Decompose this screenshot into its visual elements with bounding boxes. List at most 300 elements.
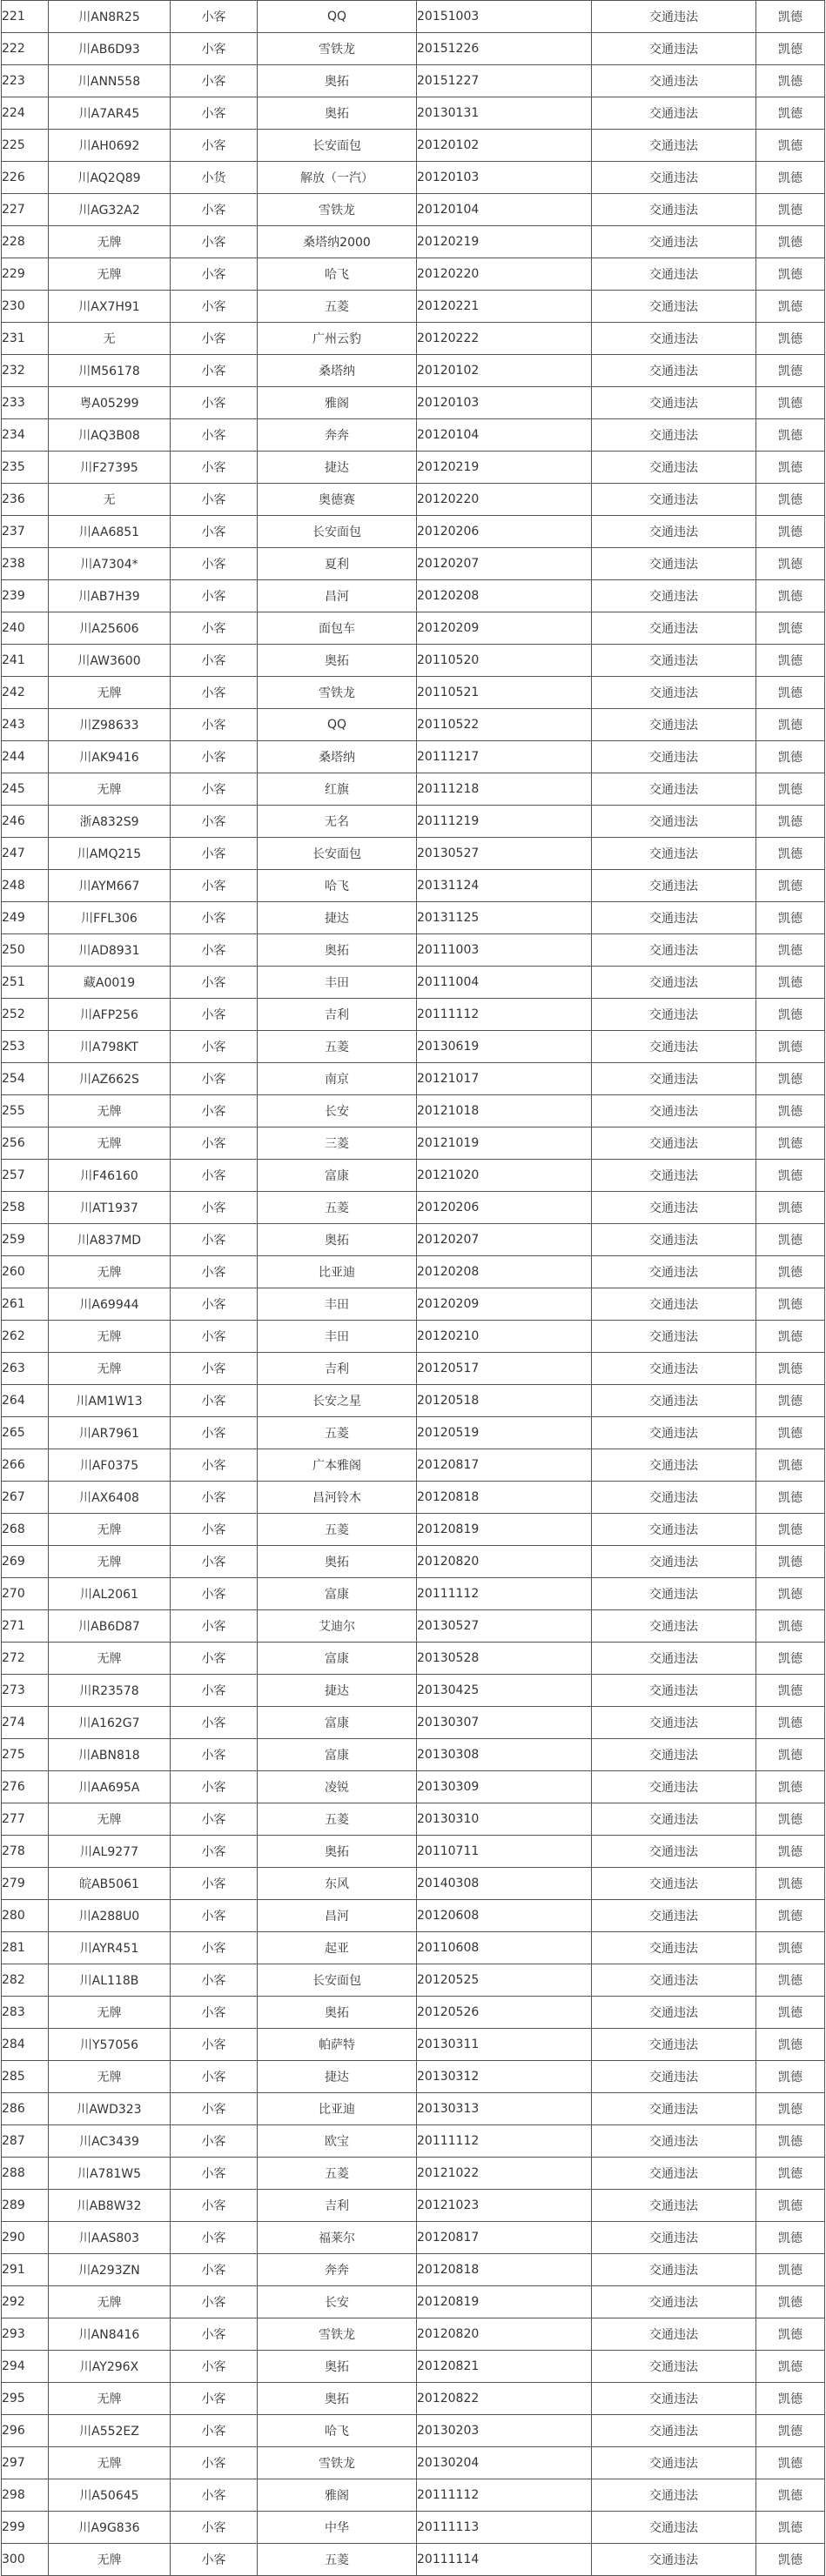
reason-cell: 交通违法 [592,1127,756,1160]
vehicle-brand-cell: 雪铁龙 [258,2447,417,2479]
row-index-cell: 256 [2,1127,49,1160]
vehicle-brand-cell: 广本雅阁 [258,1449,417,1482]
date-cell: 20120525 [417,1964,592,1997]
reason-cell: 交通违法 [592,1353,756,1385]
date-cell: 20111003 [417,934,592,967]
reason-cell: 交通违法 [592,1417,756,1449]
vehicle-type-cell: 小客 [171,838,258,870]
vehicle-type-cell: 小客 [171,2351,258,2383]
location-cell: 凯德 [756,1643,825,1675]
date-cell: 20111112 [417,999,592,1031]
date-cell: 20131125 [417,902,592,934]
table-row [2,2254,825,2286]
plate-number-cell: 川A293ZN [49,2254,171,2286]
row-index-cell: 251 [2,967,49,999]
date-cell: 20111004 [417,967,592,999]
row-index-cell: 229 [2,258,49,291]
table-row [2,1643,825,1675]
date-cell: 20120219 [417,226,592,258]
vehicle-type-cell: 小客 [171,387,258,419]
vehicle-brand-cell: 奔奔 [258,2254,417,2286]
row-index-cell: 293 [2,2318,49,2351]
vehicle-brand-cell: 奥拓 [258,1997,417,2029]
vehicle-type-cell: 小客 [171,1353,258,1385]
vehicle-type-cell: 小客 [171,2479,258,2512]
reason-cell: 交通违法 [592,1192,756,1224]
row-index-cell: 270 [2,1578,49,1610]
row-index-cell: 240 [2,612,49,645]
row-index-cell: 279 [2,1868,49,1900]
table-row [2,1417,825,1449]
table-row [2,1224,825,1256]
plate-number-cell: 川Z98633 [49,709,171,741]
reason-cell: 交通违法 [592,1836,756,1868]
row-index-cell: 245 [2,773,49,806]
vehicle-brand-cell: 富康 [258,1160,417,1192]
location-cell: 凯德 [756,258,825,291]
vehicle-type-cell: 小客 [171,65,258,97]
plate-number-cell: 无牌 [49,1803,171,1836]
table-row [2,1192,825,1224]
date-cell: 20130312 [417,2061,592,2093]
vehicle-type-cell: 小客 [171,2061,258,2093]
plate-number-cell: 川AB6D87 [49,1610,171,1643]
date-cell: 20111217 [417,741,592,773]
table-row [2,806,825,838]
vehicle-brand-cell: 奥拓 [258,645,417,677]
vehicle-type-cell: 小客 [171,1482,258,1514]
plate-number-cell: 川A837MD [49,1224,171,1256]
plate-number-cell: 川ABN818 [49,1739,171,1771]
location-cell: 凯德 [756,1482,825,1514]
plate-number-cell: 无牌 [49,1353,171,1385]
date-cell: 20120817 [417,2222,592,2254]
table-row [2,194,825,226]
vehicle-type-cell: 小客 [171,2415,258,2447]
vehicle-type-cell: 小客 [171,1675,258,1707]
plate-number-cell: 皖AB5061 [49,1868,171,1900]
location-cell: 凯德 [756,1385,825,1417]
table-row [2,1160,825,1192]
plate-number-cell: 川AR7961 [49,1417,171,1449]
reason-cell: 交通违法 [592,2093,756,2125]
row-index-cell: 247 [2,838,49,870]
reason-cell: 交通违法 [592,1095,756,1127]
date-cell: 20120221 [417,291,592,323]
vehicle-type-cell: 小客 [171,1256,258,1288]
reason-cell: 交通违法 [592,323,756,355]
reason-cell: 交通违法 [592,1900,756,1932]
reason-cell: 交通违法 [592,226,756,258]
date-cell: 20130307 [417,1707,592,1739]
date-cell: 20130308 [417,1739,592,1771]
location-cell: 凯德 [756,97,825,130]
reason-cell: 交通违法 [592,2222,756,2254]
reason-cell: 交通违法 [592,677,756,709]
date-cell: 20120209 [417,1288,592,1321]
plate-number-cell: 无牌 [49,773,171,806]
plate-number-cell: 川AFP256 [49,999,171,1031]
vehicle-brand-cell: 桑塔纳2000 [258,226,417,258]
location-cell: 凯德 [756,548,825,580]
date-cell: 20130310 [417,1803,592,1836]
row-index-cell: 265 [2,1417,49,1449]
table-row [2,2158,825,2190]
date-cell: 20121023 [417,2190,592,2222]
vehicle-type-cell: 小客 [171,2383,258,2415]
location-cell: 凯德 [756,1803,825,1836]
plate-number-cell: 浙A832S9 [49,806,171,838]
date-cell: 20120517 [417,1353,592,1385]
vehicle-type-cell: 小客 [171,677,258,709]
table-row [2,677,825,709]
vehicle-type-cell: 小客 [171,1900,258,1932]
reason-cell: 交通违法 [592,2318,756,2351]
row-index-cell: 258 [2,1192,49,1224]
vehicle-brand-cell: 奥拓 [258,65,417,97]
vehicle-type-cell: 小客 [171,1739,258,1771]
table-row [2,2447,825,2479]
plate-number-cell: 无牌 [49,677,171,709]
plate-number-cell: 川AX7H91 [49,291,171,323]
reason-cell: 交通违法 [592,2512,756,2544]
plate-number-cell: 无牌 [49,1256,171,1288]
location-cell: 凯德 [756,580,825,612]
vehicle-brand-cell: 长安 [258,2286,417,2318]
plate-number-cell: 川AYR451 [49,1932,171,1964]
table-row [2,33,825,65]
vehicle-type-cell: 小客 [171,2158,258,2190]
date-cell: 20120220 [417,484,592,516]
vehicle-brand-cell: 富康 [258,1643,417,1675]
table-row [2,2512,825,2544]
vehicle-brand-cell: 雪铁龙 [258,33,417,65]
location-cell: 凯德 [756,934,825,967]
reason-cell: 交通违法 [592,194,756,226]
vehicle-type-cell: 小客 [171,612,258,645]
location-cell: 凯德 [756,419,825,452]
location-cell: 凯德 [756,902,825,934]
location-cell: 凯德 [756,323,825,355]
location-cell: 凯德 [756,2254,825,2286]
row-index-cell: 272 [2,1643,49,1675]
vehicle-brand-cell: 丰田 [258,967,417,999]
date-cell: 20120822 [417,2383,592,2415]
table-row [2,548,825,580]
date-cell: 20120208 [417,1256,592,1288]
vehicle-type-cell: 小客 [171,452,258,484]
vehicle-type-cell: 小客 [171,1288,258,1321]
vehicle-type-cell: 小客 [171,1160,258,1192]
table-row [2,741,825,773]
vehicle-brand-cell: 奥德赛 [258,484,417,516]
vehicle-type-cell: 小客 [171,2286,258,2318]
plate-number-cell: 川AZ662S [49,1063,171,1095]
vehicle-type-cell: 小客 [171,1031,258,1063]
plate-number-cell: 川AY296X [49,2351,171,2383]
plate-number-cell: 无 [49,323,171,355]
date-cell: 20121017 [417,1063,592,1095]
vehicle-type-cell: 小客 [171,2447,258,2479]
vehicle-brand-cell: 捷达 [258,2061,417,2093]
date-cell: 20120207 [417,548,592,580]
vehicle-type-cell: 小客 [171,1546,258,1578]
location-cell: 凯德 [756,967,825,999]
table-row [2,1,825,33]
table-row [2,2318,825,2351]
reason-cell: 交通违法 [592,1321,756,1353]
date-cell: 20120219 [417,452,592,484]
table-row [2,1707,825,1739]
date-cell: 20131124 [417,870,592,902]
vehicle-brand-cell: 广州云豹 [258,323,417,355]
vehicle-brand-cell: 雅阁 [258,387,417,419]
vehicle-brand-cell: 雪铁龙 [258,677,417,709]
location-cell: 凯德 [756,2512,825,2544]
reason-cell: 交通违法 [592,2125,756,2158]
plate-number-cell: 川R23578 [49,1675,171,1707]
reason-cell: 交通违法 [592,2351,756,2383]
table-row [2,1771,825,1803]
location-cell: 凯德 [756,1095,825,1127]
row-index-cell: 243 [2,709,49,741]
vehicle-type-cell: 小客 [171,1803,258,1836]
table-row [2,1868,825,1900]
table-row [2,516,825,548]
vehicle-type-cell: 小客 [171,806,258,838]
table-row [2,870,825,902]
row-index-cell: 266 [2,1449,49,1482]
vehicle-brand-cell: 五菱 [258,1803,417,1836]
location-cell: 凯德 [756,194,825,226]
vehicle-brand-cell: 奥拓 [258,1836,417,1868]
plate-number-cell: 无牌 [49,258,171,291]
vehicle-type-cell: 小客 [171,1707,258,1739]
date-cell: 20111112 [417,2479,592,2512]
location-cell: 凯德 [756,2415,825,2447]
date-cell: 20120819 [417,1514,592,1546]
plate-number-cell: 无牌 [49,1127,171,1160]
vehicle-brand-cell: 昌河 [258,1900,417,1932]
row-index-cell: 290 [2,2222,49,2254]
location-cell: 凯德 [756,1031,825,1063]
date-cell: 20111218 [417,773,592,806]
vehicle-type-cell: 小客 [171,1578,258,1610]
vehicle-brand-cell: 长安面包 [258,1964,417,1997]
table-row [2,2351,825,2383]
row-index-cell: 299 [2,2512,49,2544]
plate-number-cell: 无牌 [49,1546,171,1578]
reason-cell: 交通违法 [592,484,756,516]
table-row [2,1546,825,1578]
reason-cell: 交通违法 [592,2415,756,2447]
date-cell: 20120821 [417,2351,592,2383]
location-cell: 凯德 [756,709,825,741]
location-cell: 凯德 [756,1321,825,1353]
vehicle-brand-cell: 长安面包 [258,838,417,870]
row-index-cell: 232 [2,355,49,387]
reason-cell: 交通违法 [592,291,756,323]
table-row [2,1353,825,1385]
location-cell: 凯德 [756,291,825,323]
vehicle-type-cell: 小客 [171,258,258,291]
reason-cell: 交通违法 [592,2544,756,2576]
plate-number-cell: 无牌 [49,1095,171,1127]
location-cell: 凯德 [756,2190,825,2222]
plate-number-cell: 川A288U0 [49,1900,171,1932]
table-row [2,65,825,97]
location-cell: 凯德 [756,2286,825,2318]
plate-number-cell: 无牌 [49,1514,171,1546]
location-cell: 凯德 [756,2029,825,2061]
reason-cell: 交通违法 [592,1578,756,1610]
plate-number-cell: 川AA695A [49,1771,171,1803]
vehicle-type-cell: 小客 [171,419,258,452]
table-row [2,1964,825,1997]
plate-number-cell: 川Y57056 [49,2029,171,2061]
plate-number-cell: 川A781W5 [49,2158,171,2190]
row-index-cell: 276 [2,1771,49,1803]
row-index-cell: 233 [2,387,49,419]
vehicle-type-cell: 小客 [171,226,258,258]
location-cell: 凯德 [756,999,825,1031]
vehicle-brand-cell: 五菱 [258,291,417,323]
reason-cell: 交通违法 [592,1546,756,1578]
location-cell: 凯德 [756,130,825,162]
row-index-cell: 250 [2,934,49,967]
location-cell: 凯德 [756,162,825,194]
reason-cell: 交通违法 [592,1224,756,1256]
reason-cell: 交通违法 [592,1868,756,1900]
vehicle-type-cell: 小客 [171,1449,258,1482]
reason-cell: 交通违法 [592,1643,756,1675]
date-cell: 20121019 [417,1127,592,1160]
date-cell: 20130204 [417,2447,592,2479]
plate-number-cell: 川AN8416 [49,2318,171,2351]
row-index-cell: 255 [2,1095,49,1127]
table-row [2,2029,825,2061]
plate-number-cell: 川AB6D93 [49,33,171,65]
date-cell: 20130311 [417,2029,592,2061]
location-cell: 凯德 [756,1997,825,2029]
table-row [2,612,825,645]
date-cell: 20120206 [417,1192,592,1224]
plate-number-cell: 川AW3600 [49,645,171,677]
vehicle-brand-cell: 桑塔纳 [258,741,417,773]
location-cell: 凯德 [756,452,825,484]
reason-cell: 交通违法 [592,162,756,194]
vehicle-type-cell: 小客 [171,291,258,323]
plate-number-cell: 川A798KT [49,1031,171,1063]
table-row [2,773,825,806]
vehicle-brand-cell: 起亚 [258,1932,417,1964]
row-index-cell: 253 [2,1031,49,1063]
table-row [2,1288,825,1321]
vehicle-brand-cell: 五菱 [258,1417,417,1449]
vehicle-brand-cell: 五菱 [258,2544,417,2576]
location-cell: 凯德 [756,2125,825,2158]
vehicle-brand-cell: 捷达 [258,902,417,934]
date-cell: 20130619 [417,1031,592,1063]
vehicle-brand-cell: 三菱 [258,1127,417,1160]
reason-cell: 交通违法 [592,97,756,130]
vehicle-type-cell: 小客 [171,516,258,548]
plate-number-cell: 无牌 [49,1997,171,2029]
date-cell: 20120818 [417,1482,592,1514]
location-cell: 凯德 [756,806,825,838]
reason-cell: 交通违法 [592,967,756,999]
table-row [2,258,825,291]
date-cell: 20120103 [417,162,592,194]
plate-number-cell: 川A552EZ [49,2415,171,2447]
date-cell: 20151003 [417,1,592,33]
reason-cell: 交通违法 [592,1932,756,1964]
date-cell: 20120220 [417,258,592,291]
vehicle-type-cell: 小客 [171,580,258,612]
location-cell: 凯德 [756,773,825,806]
vehicle-type-cell: 小客 [171,97,258,130]
table-row [2,1095,825,1127]
location-cell: 凯德 [756,1900,825,1932]
table-row [2,452,825,484]
date-cell: 20110521 [417,677,592,709]
date-cell: 20111114 [417,2544,592,2576]
row-index-cell: 252 [2,999,49,1031]
date-cell: 20151226 [417,33,592,65]
vehicle-type-cell: 小客 [171,484,258,516]
vehicle-brand-cell: 奥拓 [258,2383,417,2415]
vehicle-brand-cell: 长安之星 [258,1385,417,1417]
plate-number-cell: 川AX6408 [49,1482,171,1514]
reason-cell: 交通违法 [592,2383,756,2415]
date-cell: 20130203 [417,2415,592,2447]
vehicle-brand-cell: 哈飞 [258,2415,417,2447]
vehicle-brand-cell: QQ [258,709,417,741]
row-index-cell: 300 [2,2544,49,2576]
plate-number-cell: 川AWD323 [49,2093,171,2125]
plate-number-cell: 川AF0375 [49,1449,171,1482]
location-cell: 凯德 [756,1353,825,1385]
plate-number-cell: 川A7AR45 [49,97,171,130]
location-cell: 凯德 [756,2093,825,2125]
row-index-cell: 295 [2,2383,49,2415]
date-cell: 20130313 [417,2093,592,2125]
row-index-cell: 249 [2,902,49,934]
location-cell: 凯德 [756,1707,825,1739]
vehicle-type-cell: 小客 [171,2029,258,2061]
date-cell: 20110608 [417,1932,592,1964]
date-cell: 20120820 [417,2318,592,2351]
plate-number-cell: 川AN8R25 [49,1,171,33]
location-cell: 凯德 [756,516,825,548]
date-cell: 20130309 [417,1771,592,1803]
vehicle-type-cell: 小客 [171,1997,258,2029]
location-cell: 凯德 [756,2222,825,2254]
table-row [2,419,825,452]
row-index-cell: 257 [2,1160,49,1192]
date-cell: 20130528 [417,1643,592,1675]
table-row [2,934,825,967]
location-cell: 凯德 [756,1160,825,1192]
vehicle-type-cell: 小客 [171,2318,258,2351]
plate-number-cell: 川A9G836 [49,2512,171,2544]
reason-cell: 交通违法 [592,1803,756,1836]
vehicle-brand-cell: 桑塔纳 [258,355,417,387]
reason-cell: 交通违法 [592,130,756,162]
vehicle-brand-cell: 哈飞 [258,870,417,902]
location-cell: 凯德 [756,2479,825,2512]
vehicle-type-cell: 小客 [171,1095,258,1127]
